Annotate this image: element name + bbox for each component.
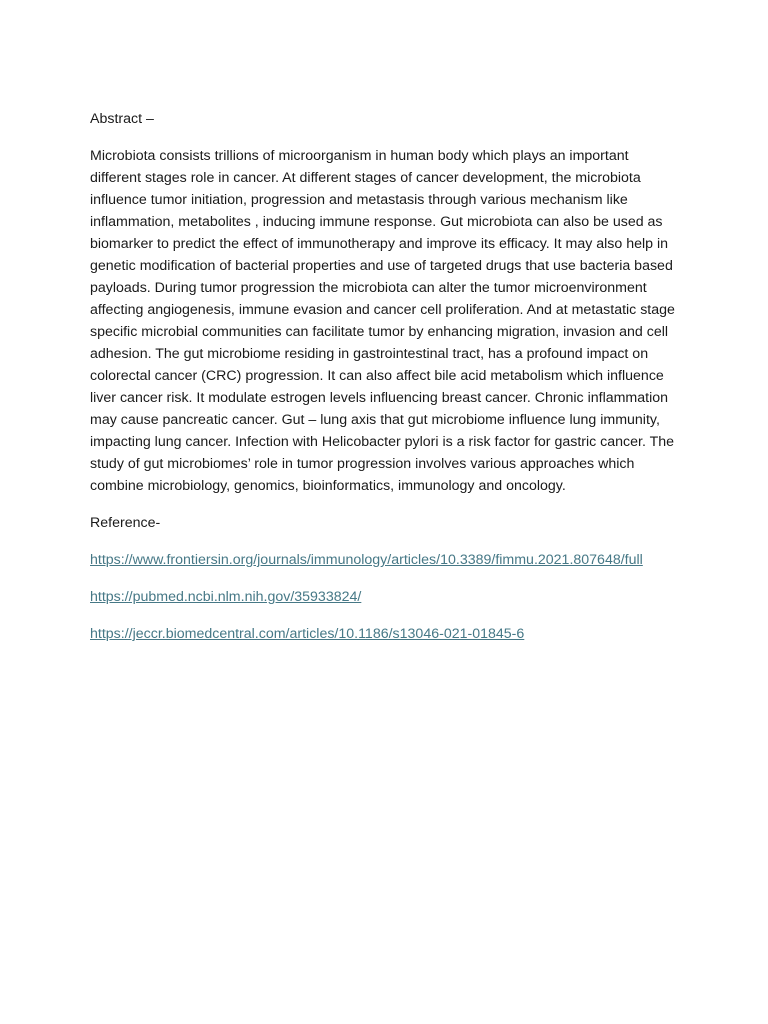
abstract-body: Microbiota consists trillions of microorganism in human body which plays an important different stages role in cancer. At different stages of cancer development, the microbiota influence tumor initiation, progression and metastasis through various mechanism like inflammation, metabolites , inducing immune response. Gut microbiota can also be used as biomarker to predict the effect of immunotherapy and improve its efficacy. It may also help in genetic modification of bacterial properties and use of targeted drugs that use bacteria based payloads. During tumor progression the microbiota can alter the tumor microenvironment affecting angiogenesis, immune evasion and cancer cell proliferation. And at metastatic stage specific microbial communities can facilitate tumor by enhancing migration, invasion and cell adhesion. The gut microbiome residing in gastrointestinal tract, has a profound impact on colorectal cancer (CRC) progression. It can also affect bile acid metabolism which influence liver cancer risk. It modulate estrogen levels influencing breast cancer. Chronic inflammation may cause pancreatic cancer. Gut – lung axis that gut microbiome influence lung immunity, impacting lung cancer. Infection with Helicobacter pylori is a risk factor for gastric cancer. The study of gut microbiomes’ role in tumor progression involves various approaches which combine microbiology, genomics, bioinformatics, immunology and oncology. [90,148,675,494]
reference-heading: Reference- [90,515,161,531]
reference-link-jeccr[interactable]: https://jeccr.biomedcentral.com/articles/10.1186/s13046-021-01845-6 [90,626,525,642]
document-page [90,108,680,660]
reference-link-pubmed[interactable]: https://pubmed.ncbi.nlm.nih.gov/35933824/ [90,589,362,605]
reference-link-frontiersin[interactable]: https://www.frontiersin.org/journals/immunology/articles/10.3389/fimmu.2021.807648/full [90,552,643,568]
abstract-heading: Abstract – [90,111,154,127]
